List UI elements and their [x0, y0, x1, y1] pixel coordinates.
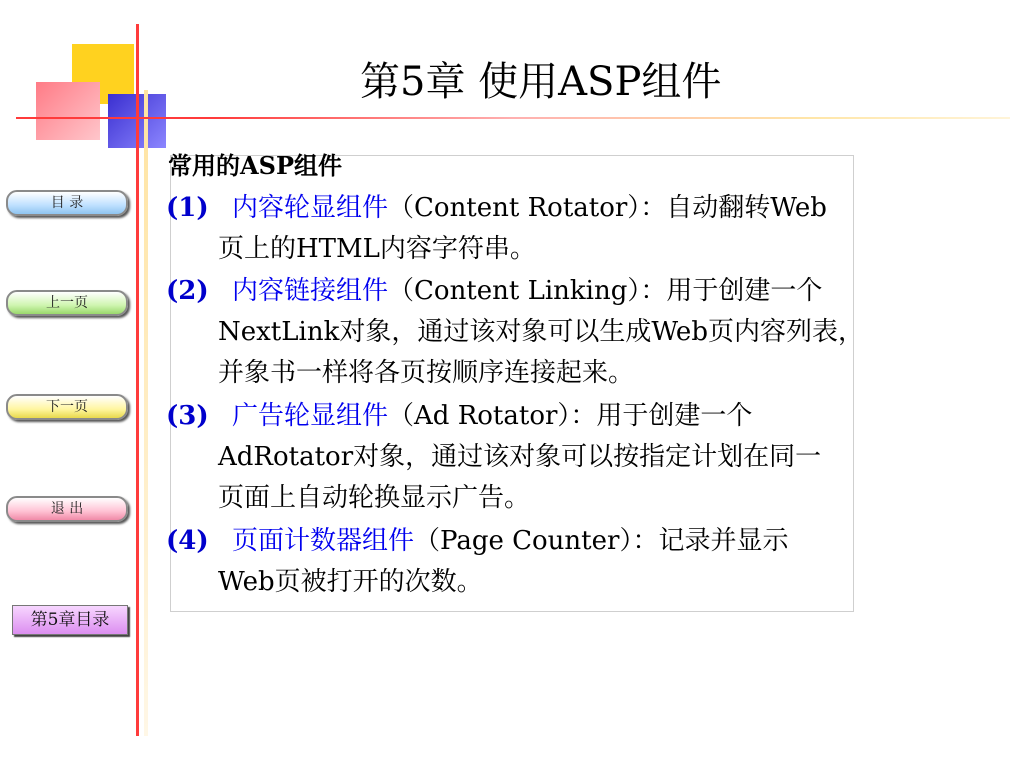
decor-vertical-red-line [136, 24, 139, 736]
exit-button[interactable]: 退 出 [6, 496, 128, 522]
section-subtitle: 常用的ASP组件 [168, 151, 342, 180]
list-item [166, 521, 1016, 603]
item-name: 内容链接组件 [232, 276, 389, 306]
contents-button[interactable]: 目 录 [6, 190, 128, 216]
item-desc: （Page Counter）：记录并显示 [414, 526, 789, 556]
item-line: 页上的HTML内容字符串。 [218, 234, 536, 264]
page-title: 第5章 使用ASP组件 [360, 59, 722, 105]
item-desc: （Content Rotator）：自动翻转Web [388, 193, 827, 223]
prev-page-button[interactable]: 上一页 [6, 290, 128, 316]
item-line: Web页被打开的次数。 [218, 567, 483, 597]
decor-pink-square [36, 82, 100, 140]
item-number: (2) [166, 276, 209, 306]
item-desc: （Ad Rotator）：用于创建一个 [388, 401, 753, 431]
chapter-contents-button[interactable]: 第5章目录 [12, 605, 128, 635]
item-number: (3) [166, 401, 209, 431]
list-item [166, 396, 1016, 519]
item-line: AdRotator对象，通过该对象可以按指定计划在同一 [218, 442, 822, 472]
decor-vertical-fade-line [144, 90, 148, 736]
item-desc: （Content Linking）：用于创建一个 [388, 276, 823, 306]
item-number: (1) [166, 193, 209, 223]
item-line: 页面上自动轮换显示广告。 [218, 483, 531, 513]
list-item [166, 271, 1016, 394]
item-line: NextLink对象，通过该对象可以生成Web页内容列表， [218, 317, 864, 347]
item-name: 广告轮显组件 [232, 401, 389, 431]
item-name: 内容轮显组件 [232, 193, 389, 223]
decor-horizontal-line [16, 117, 1010, 119]
list-item [166, 188, 1016, 270]
next-page-button[interactable]: 下一页 [6, 394, 128, 420]
item-number: (4) [166, 526, 209, 556]
item-line: 并象书一样将各页按顺序连接起来。 [218, 358, 635, 388]
item-name: 页面计数器组件 [232, 526, 415, 556]
